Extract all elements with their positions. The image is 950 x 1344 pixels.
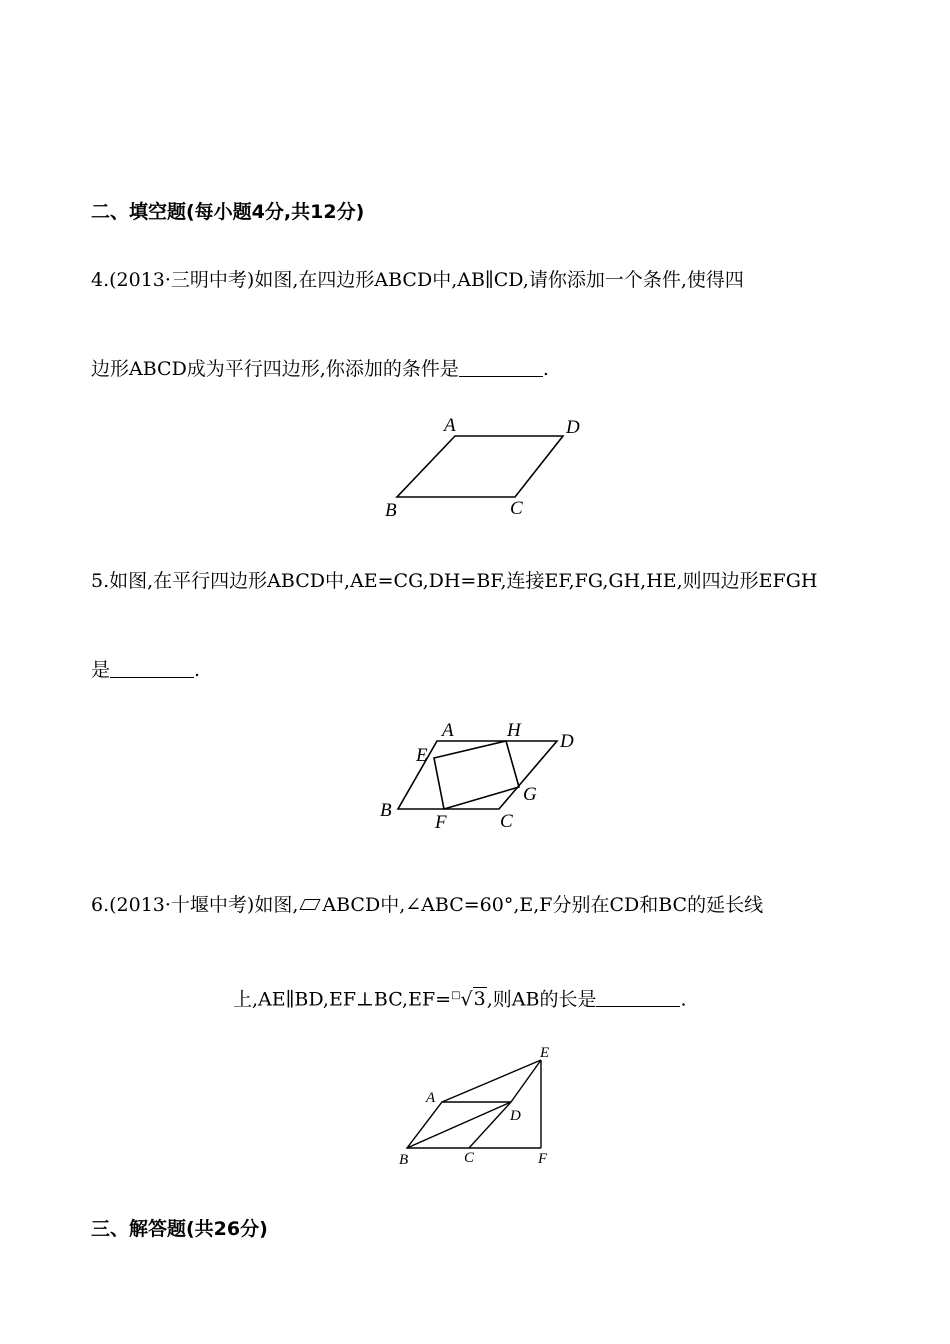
q5-label-F: F bbox=[435, 812, 447, 833]
q5-figure-parallelogram bbox=[375, 715, 605, 835]
q6-text-line2-suffix: ,则AB的长是 bbox=[486, 988, 597, 1011]
q6-period: . bbox=[680, 988, 687, 1011]
q6-text-line1 bbox=[91, 893, 763, 917]
q5-period: . bbox=[194, 659, 201, 681]
q6-answer-blank bbox=[596, 988, 680, 1007]
q4-text-line1: 4.(2013·三明中考)如图,在四边形ABCD中,AB∥CD,请你添加一个条件,使得四 bbox=[91, 269, 744, 291]
section-heading-solutions: 三、解答题(共26分) bbox=[91, 1218, 268, 1240]
q6-sqrt-index: □ bbox=[451, 990, 461, 1001]
q5-text-line2-prefix: 是 bbox=[91, 659, 111, 681]
q6-text-line2-prefix: 上,AE∥BD,EF⊥BC,EF= bbox=[233, 988, 452, 1011]
q4-period: . bbox=[542, 358, 549, 380]
q6-label-A: A bbox=[426, 1090, 436, 1106]
q6-segment-bd bbox=[407, 1102, 511, 1148]
q5-label-E: E bbox=[416, 745, 428, 766]
q4-figure-parallelogram bbox=[380, 410, 600, 525]
q5-label-B: B bbox=[380, 800, 392, 821]
q5-text-line2 bbox=[91, 658, 200, 682]
q5-quadrilateral-efgh bbox=[434, 741, 519, 809]
q6-figure bbox=[390, 1040, 570, 1170]
q5-label-A: A bbox=[442, 720, 454, 741]
q6-sqrt-radicand: 3 bbox=[473, 988, 486, 1011]
q6-label-F: F bbox=[538, 1151, 548, 1167]
q5-answer-blank bbox=[110, 659, 194, 678]
q4-label-A: A bbox=[444, 415, 456, 436]
q4-answer-blank bbox=[459, 358, 543, 377]
q5-label-G: G bbox=[523, 784, 537, 805]
q4-label-B: B bbox=[385, 500, 397, 521]
section-heading-fill-in: 二、填空题(每小题4分,共12分) bbox=[91, 201, 365, 223]
parallelogram-symbol-icon bbox=[300, 899, 321, 910]
q6-label-D: D bbox=[510, 1108, 521, 1124]
q5-text-line1: 5.如图,在平行四边形ABCD中,AE=CG,DH=BF,连接EF,FG,GH,HE,则四边形EFGH bbox=[91, 570, 818, 592]
q6-label-E: E bbox=[540, 1045, 550, 1061]
q6-label-B: B bbox=[399, 1152, 409, 1168]
q4-label-C: C bbox=[510, 498, 523, 519]
q4-text-line2-prefix: 边形ABCD成为平行四边形,你添加的条件是 bbox=[91, 358, 459, 380]
q4-text-line2 bbox=[91, 357, 549, 381]
q6-text-line1-prefix: 6.(2013·十堰中考)如图, bbox=[91, 894, 299, 916]
q4-parallelogram-shape bbox=[397, 436, 563, 497]
q5-label-H: H bbox=[507, 720, 521, 741]
q4-label-D: D bbox=[566, 417, 580, 438]
q6-text-line2 bbox=[233, 984, 687, 1011]
q6-label-C: C bbox=[464, 1150, 475, 1166]
q6-sqrt-expression: □√3 bbox=[451, 988, 486, 1011]
q5-label-D: D bbox=[560, 731, 574, 752]
q5-label-C: C bbox=[500, 811, 513, 832]
q6-text-line1-suffix: ABCD中,∠ABC=60°,E,F分别在CD和BC的延长线 bbox=[322, 894, 764, 916]
